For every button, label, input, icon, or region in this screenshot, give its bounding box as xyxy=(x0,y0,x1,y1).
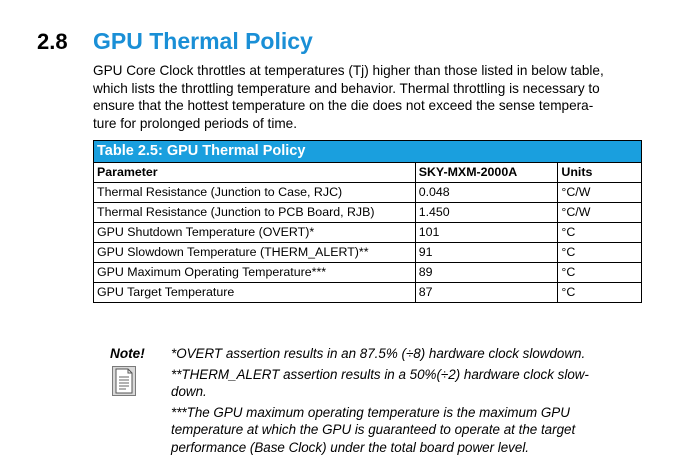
cell-value: 87 xyxy=(415,283,558,303)
table-row xyxy=(94,223,642,243)
cell-units: °C xyxy=(558,243,642,263)
table-caption: Table 2.5: GPU Thermal Policy xyxy=(93,140,642,162)
table-row xyxy=(94,203,642,223)
note-line: ***The GPU maximum operating temperature is the maximum GPU xyxy=(171,404,570,420)
header-parameter: Parameter xyxy=(94,163,416,183)
note-line: temperature at which the GPU is guaranteed to operate at the target xyxy=(171,422,576,437)
intro-line: which lists the throttling temperature and behavior. Thermal throttling is necessary to xyxy=(93,80,600,96)
cell-value: 101 xyxy=(415,223,558,243)
intro-line: ensure that the hottest temperature on the die does not exceed the sense tempera- xyxy=(93,98,594,113)
cell-parameter: GPU Maximum Operating Temperature*** xyxy=(94,263,416,283)
cell-value: 1.450 xyxy=(415,203,558,223)
thermal-policy-table xyxy=(93,140,642,303)
cell-parameter: Thermal Resistance (Junction to Case, RJC) xyxy=(94,183,416,203)
cell-units: °C xyxy=(558,263,642,283)
cell-units: °C/W xyxy=(558,183,642,203)
intro-paragraph xyxy=(93,62,653,132)
note-line: **THERM_ALERT assertion results in a 50%(÷2) hardware clock slow- xyxy=(171,366,589,382)
note-line: *OVERT assertion results in an 87.5% (÷8) hardware clock slowdown. xyxy=(171,346,586,361)
cell-units: °C xyxy=(558,283,642,303)
table-row xyxy=(94,263,642,283)
cell-units: °C/W xyxy=(558,203,642,223)
header-units: Units xyxy=(558,163,642,183)
header-model: SKY-MXM-2000A xyxy=(415,163,558,183)
note-paragraph xyxy=(171,345,651,363)
note-line: down. xyxy=(171,384,207,399)
note-document-icon xyxy=(112,366,136,396)
table-header-row xyxy=(94,163,642,183)
section-title: GPU Thermal Policy xyxy=(93,28,313,54)
table-row xyxy=(94,183,642,203)
note-line: performance (Base Clock) under the total board power level. xyxy=(171,439,530,455)
table-row xyxy=(94,243,642,263)
cell-value: 0.048 xyxy=(415,183,558,203)
cell-value: 91 xyxy=(415,243,558,263)
cell-value: 89 xyxy=(415,263,558,283)
table-row xyxy=(94,283,642,303)
cell-parameter: GPU Shutdown Temperature (OVERT)* xyxy=(94,223,416,243)
note-paragraph xyxy=(171,404,651,457)
intro-line: GPU Core Clock throttles at temperatures (Tj) higher than those listed in below table, xyxy=(93,63,604,78)
section-number: 2.8 xyxy=(37,29,68,54)
cell-parameter: Thermal Resistance (Junction to PCB Board, RJB) xyxy=(94,203,416,223)
cell-parameter: GPU Target Temperature xyxy=(94,283,416,303)
note-text xyxy=(171,345,651,459)
cell-parameter: GPU Slowdown Temperature (THERM_ALERT)** xyxy=(94,243,416,263)
note-label: Note! xyxy=(110,346,145,361)
note-paragraph xyxy=(171,366,651,401)
cell-units: °C xyxy=(558,223,642,243)
intro-line: ture for prolonged periods of time. xyxy=(93,115,298,131)
